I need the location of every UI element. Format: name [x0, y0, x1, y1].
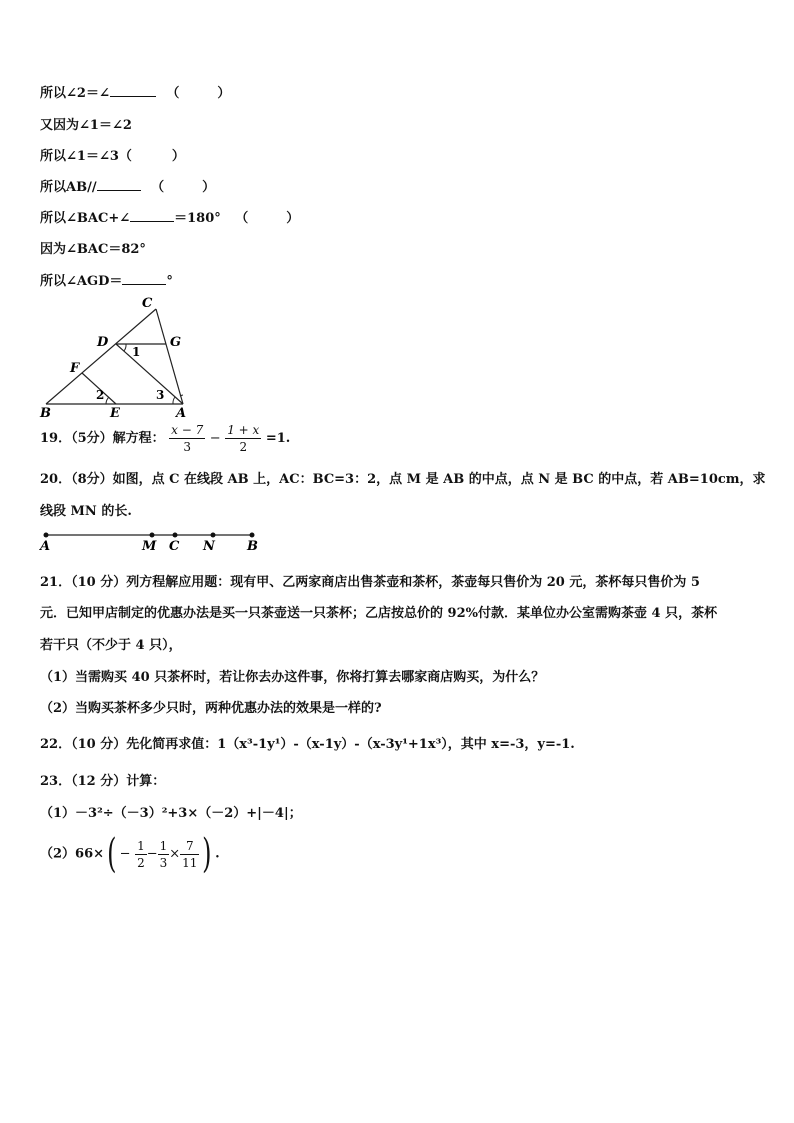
proof-line-5-after: ＝180°: [174, 211, 221, 226]
label-F: F: [70, 361, 80, 376]
proof-line-3-text: 所以∠1＝∠3（: [40, 149, 132, 164]
q19-minus: −: [209, 431, 221, 446]
q23-frac2-numerator: 1: [159, 838, 168, 853]
question-20-line-1: 20．（8分）如图，点 C 在线段 AB 上，AC：BC=3：2，点 M 是 AB 的中点，点 N 是 BC 的中点，若 AB=10cm，求: [40, 472, 766, 487]
label-B: B: [40, 406, 51, 421]
label-C: C: [142, 296, 153, 311]
proof-line-4-text: 所以AB//: [40, 180, 97, 195]
reason-close: ）: [171, 149, 185, 164]
q19-prefix: 19．（5分）解方程：: [40, 431, 165, 446]
right-paren: ): [202, 831, 212, 877]
point-C-label: C: [169, 539, 180, 554]
question-21-part-2: （2）当购买茶杯多少只时，两种优惠办法的效果是一样的?: [40, 701, 382, 716]
question-21-line-1: 21．（10 分）列方程解应用题：现有甲、乙两家商店出售茶壶和茶杯，茶壶每只售价为 20 元，茶杯每只售价为 5: [40, 575, 700, 590]
q23-minus-2: −: [146, 846, 158, 862]
reason-close: ）: [202, 180, 216, 195]
q23-frac3-denominator: 11: [182, 855, 198, 870]
question-23-part-2: [40, 831, 220, 877]
q23-fraction-1: [135, 838, 147, 871]
proof-line-4: [40, 176, 215, 195]
left-paren: (: [107, 831, 117, 877]
question-19: [40, 421, 290, 457]
proof-line-6: 因为∠BAC＝82°: [40, 242, 146, 257]
proof-line-3: [40, 145, 185, 164]
label-angle-3: 3: [156, 388, 165, 402]
q23-frac1-numerator: 1: [137, 838, 145, 853]
answer-blank[interactable]: [110, 84, 156, 97]
question-20-line-2: 线段 MN 的长.: [40, 504, 132, 519]
q19-frac1-numerator: x − 7: [171, 423, 204, 437]
proof-line-5-text: 所以∠BAC+∠: [40, 211, 131, 226]
proof-line-2: 又因为∠1＝∠2: [40, 118, 132, 133]
question-21-line-3: 若干只（不少于 4 只），: [40, 638, 182, 653]
q23-minus: −: [119, 846, 131, 862]
point-N-label: N: [203, 539, 215, 554]
reason-open: （: [166, 86, 180, 101]
q19-frac1-denominator: 3: [183, 440, 192, 454]
proof-line-7: [40, 270, 173, 289]
q23-frac1-denominator: 2: [137, 855, 145, 870]
question-22: 22．（10 分）先化简再求值：1（x³-1y¹）-（x-1y）-（x-3y¹+1x³），其中 x=-3，y=-1.: [40, 737, 575, 752]
answer-blank[interactable]: [122, 272, 166, 285]
q23-frac2-denominator: 3: [159, 855, 168, 870]
label-angle-1: 1: [132, 345, 141, 359]
point-M-label: M: [142, 539, 157, 554]
proof-line-1-text: 所以∠2＝∠: [40, 86, 110, 101]
proof-line-7-text: 所以∠AGD＝: [40, 274, 123, 289]
answer-blank[interactable]: [130, 209, 174, 222]
q23-part2-prefix: （2）66×: [40, 846, 105, 862]
proof-line-5: [40, 207, 299, 226]
triangle-figure: [36, 292, 196, 422]
question-23-title: 23．（12 分）计算：: [40, 774, 166, 789]
q23-frac3-numerator: 7: [180, 838, 199, 855]
answer-blank[interactable]: [97, 178, 141, 191]
label-D: D: [97, 335, 109, 350]
q23-fraction-3: [180, 838, 199, 871]
reason-close: ）: [217, 86, 231, 101]
label-angle-2: 2: [96, 388, 105, 402]
reason-open: （: [151, 180, 165, 195]
label-G: G: [170, 335, 182, 350]
q19-fraction-1: [169, 422, 205, 455]
proof-line-1: [40, 82, 230, 101]
label-E: E: [110, 406, 120, 421]
point-A-label: A: [40, 539, 51, 554]
q23-part2-suffix: .: [215, 846, 220, 862]
question-21-part-1: （1）当需购买 40 只茶杯时，若让你去办这件事，你将打算去哪家商店购买，为什么？: [40, 670, 545, 685]
q23-fraction-2: [158, 838, 170, 871]
question-21-line-2: 元．已知甲店制定的优惠办法是买一只茶壶送一只茶杯；乙店按总价的 92%付款．某单位办公室需购茶壶 4 只，茶杯: [40, 606, 718, 621]
label-A: A: [176, 406, 187, 421]
segment-figure: [36, 527, 266, 555]
q19-suffix: =1.: [265, 431, 291, 446]
reason-open: （: [235, 211, 249, 226]
question-23-part-1: （1）－3²÷（－3）²+3×（－2）+|－4|；: [40, 806, 302, 821]
q19-fraction-2: [225, 422, 261, 455]
q19-frac2-denominator: 2: [239, 440, 248, 454]
q19-frac2-numerator: 1 + x: [227, 423, 260, 437]
point-B-label: B: [247, 539, 258, 554]
q23-times: ×: [169, 846, 181, 862]
reason-close: ）: [286, 211, 300, 226]
degree-sign: °: [166, 274, 173, 289]
